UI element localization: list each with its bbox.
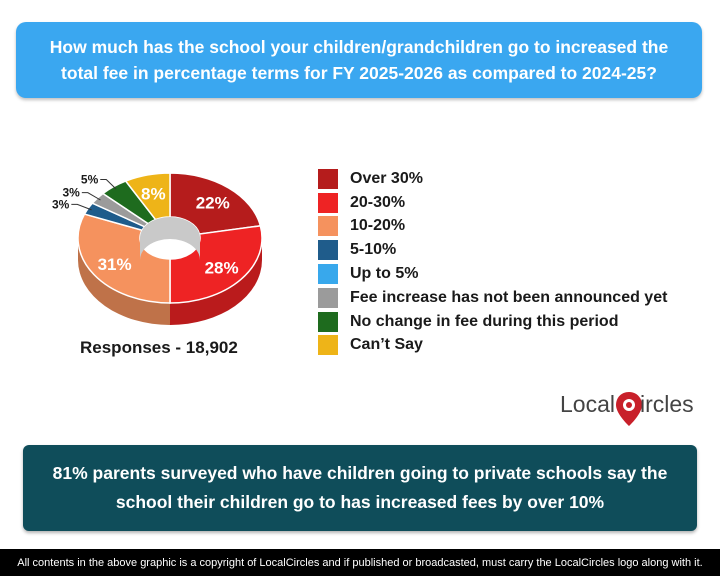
- donut-chart: [40, 150, 310, 350]
- question-header: [16, 22, 702, 98]
- data-label: 28%: [204, 258, 239, 278]
- localcircles-logo: [560, 388, 700, 428]
- legend-label: Over 30%: [350, 169, 423, 187]
- legend-label: 5-10%: [350, 241, 397, 259]
- legend-swatch: [318, 264, 338, 284]
- data-label: 3%: [51, 197, 70, 212]
- data-label: 22%: [195, 193, 230, 213]
- legend-swatch: [318, 216, 338, 236]
- data-label: 8%: [141, 184, 166, 204]
- legend-item: [318, 238, 667, 262]
- legend-item: [318, 262, 667, 286]
- legend-swatch: [318, 240, 338, 260]
- legend-label: Up to 5%: [350, 265, 419, 283]
- question-text: How much has the school your children/grandchildren go to increased the total fee in percentage terms for FY 2025-2026 as compared to 2024-25?: [49, 37, 669, 83]
- legend-label: 10-20%: [350, 217, 406, 235]
- legend-label: Fee increase has not been announced yet: [350, 288, 668, 306]
- chart-legend: [318, 167, 667, 357]
- responses-count: Responses - 18,902: [80, 338, 238, 357]
- logo-text-ircles: ircles: [640, 391, 694, 417]
- legend-item: [318, 286, 667, 310]
- legend-item: [318, 334, 667, 358]
- copyright-footer: All contents in the above graphic is a copyright of LocalCircles and if published or broadcasted, must carry the LocalCircles logo along with it.: [0, 549, 720, 576]
- summary-banner: [23, 445, 697, 531]
- legend-swatch: [318, 312, 338, 332]
- data-label: 5%: [80, 172, 99, 187]
- legend-item: [318, 191, 667, 215]
- legend-swatch: [318, 193, 338, 213]
- logo-text-local: Local: [560, 391, 615, 417]
- legend-label: 20-30%: [350, 193, 406, 211]
- legend-swatch: [318, 169, 338, 189]
- legend-swatch: [318, 335, 338, 355]
- legend-label: Can’t Say: [350, 336, 423, 354]
- leader-line: [82, 193, 101, 200]
- data-label: 31%: [97, 254, 132, 274]
- legend-item: [318, 310, 667, 334]
- legend-label: No change in fee during this period: [350, 312, 619, 330]
- summary-text: 81% parents surveyed who have children going to private schools say the school their children go to has increased fees by over 10%: [52, 463, 668, 512]
- legend-swatch: [318, 288, 338, 308]
- data-label: 3%: [62, 185, 80, 200]
- legend-item: [318, 215, 667, 239]
- legend-item: [318, 167, 667, 191]
